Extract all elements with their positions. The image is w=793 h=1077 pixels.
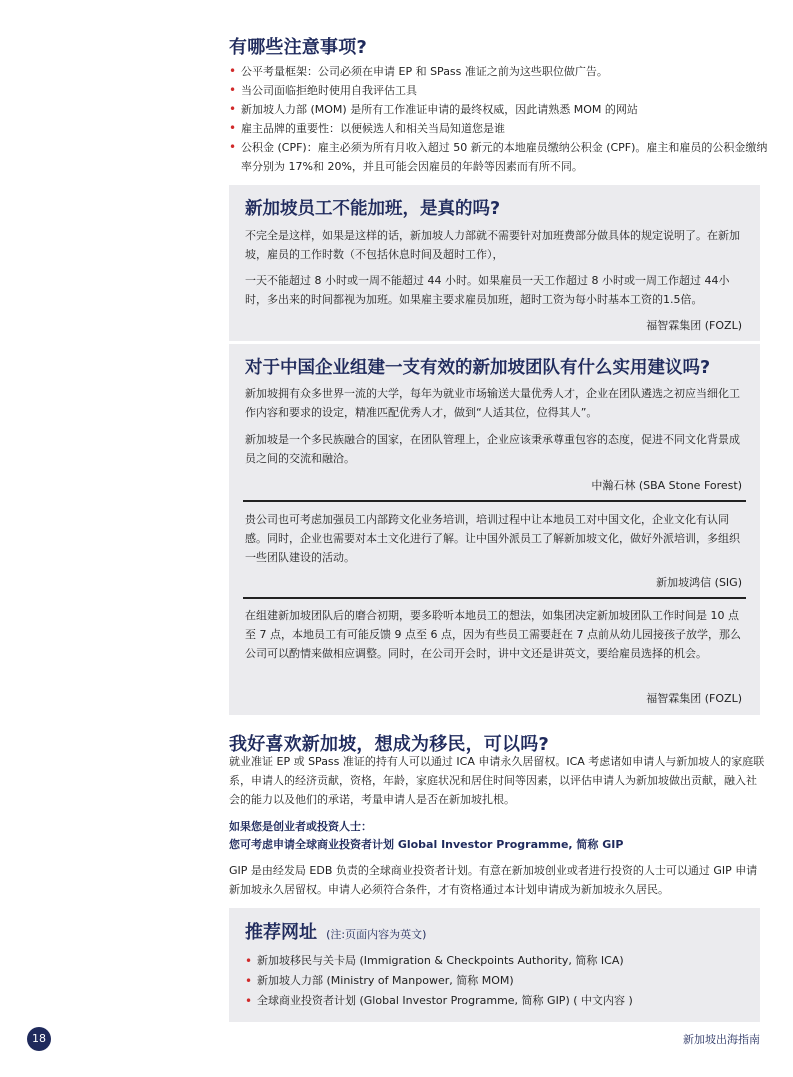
list-item: • 雇主品牌的重要性：以便候选人和相关当局知道您是谁 — [229, 119, 769, 138]
site-link-gip[interactable]: • 全球商业投资者计划 (Global Investor Programme, 简称 GIP) ( 中文内容 ) — [245, 991, 745, 1011]
recommended-sites-note: (注:页面内容为英文) — [326, 928, 427, 941]
divider — [243, 500, 746, 502]
notes-list — [229, 62, 769, 176]
list-item: • 公积金 (CPF)：雇主必须为所有月收入超过 50 新元的本地雇员缴纳公积金 (CPF)。雇主和雇员的公积金缴纳率分别为 17%和 20%，并且可能会因雇员的年龄等因素而有所不同。 — [229, 138, 769, 176]
source-label: 福智霖集团 (FOZL) — [646, 319, 742, 332]
team-box — [229, 344, 760, 715]
recommended-sites-box — [229, 908, 760, 1022]
recommended-sites-list — [245, 951, 745, 1011]
investor-heading-line-1: 如果您是创业者或投资人士： — [229, 820, 372, 833]
guide-title: 新加坡出海指南 — [683, 1033, 760, 1046]
team-title: 对于中国企业组建一支有效的新加坡团队有什么实用建议吗? — [245, 358, 711, 378]
investor-heading-line-2: 您可考虑申请全球商业投资者计划 Global Investor Programme, 简称 GIP — [229, 838, 624, 851]
source-label: 新加坡鸿信 (SIG) — [656, 576, 742, 589]
team-answer-2-paragraph: 贵公司也可考虑加强员工内部跨文化业务培训，培训过程中让本地员工对中国文化，企业文化有认同感。同时，企业也需要对本土文化进行了解。让中国外派员工了解新加坡文化，做好外派培训，多组织一些团队建设的活动。 — [245, 513, 740, 564]
section-title-notes: 有哪些注意事项? — [229, 37, 368, 58]
source-label: 福智霖集团 (FOZL) — [646, 692, 742, 705]
overtime-title: 新加坡员工不能加班，是真的吗? — [245, 199, 501, 219]
list-item: • 公平考量框架：公司必须在申请 EP 和 SPass 准证之前为这些职位做广告。 — [229, 62, 769, 81]
overtime-paragraph-1: 不完全是这样，如果是这样的话，新加坡人力部就不需要针对加班费部分做具体的规定说明了。在新加坡，雇员的工作时数（不包括休息时间及超时工作）， — [245, 229, 740, 261]
list-item: • 当公司面临拒绝时使用自我评估工具 — [229, 81, 769, 100]
overtime-paragraph-2: 一天不能超过 8 小时或一周不能超过 44 小时。如果雇员一天工作超过 8 小时或一周工作超过 44小时，多出来的时间都视为加班。如果雇主要求雇员加班，超时工资为每小时基本工资的1.5倍。 — [245, 274, 730, 306]
immigration-paragraph: 就业准证 EP 或 SPass 准证的持有人可以通过 ICA 申请永久居留权。ICA 考虑诸如申请人与新加坡人的家庭联系，申请人的经济贡献，资格，年龄，家庭状况和居住时间等因素，以评估申请人为新加坡做出贡献，融入社会的能力以及他们的承诺，考量申请人是否在新加坡扎根。 — [229, 755, 765, 806]
overtime-box — [229, 185, 760, 341]
team-answer-1-paragraph-1: 新加坡拥有众多世界一流的大学，每年为就业市场输送大量优秀人才，企业在团队遴选之初应当细化工作内容和要求的设定，精准匹配优秀人才，做到“人适其位，位得其人”。 — [245, 387, 740, 419]
team-answer-3-paragraph: 在组建新加坡团队后的磨合初期，要多聆听本地员工的想法，如集团决定新加坡团队工作时间是 10 点至 7 点，本地员工有可能反馈 9 点至 6 点，因为有些员工需要赶在 7 点前从幼儿园接孩子放学，那么公司可以酌情来做相应调整。同时，在公司开会时，讲中文还是讲英文，要给雇员选择的机会。 — [245, 609, 741, 660]
recommended-sites-header — [245, 918, 426, 944]
page-number: 18 — [27, 1027, 51, 1051]
recommended-sites-title: 推荐网址 — [245, 922, 317, 943]
team-answer-1-paragraph-2: 新加坡是一个多民族融合的国家，在团队管理上，企业应该秉承尊重包容的态度，促进不同文化背景成员之间的交流和融洽。 — [245, 433, 740, 465]
section-title-immigration: 我好喜欢新加坡，想成为移民，可以吗? — [229, 734, 550, 755]
site-link-mom[interactable]: • 新加坡人力部 (Ministry of Manpower, 简称 MOM) — [245, 971, 745, 991]
site-link-ica[interactable]: • 新加坡移民与关卡局 (Immigration & Checkpoints Authority, 简称 ICA) — [245, 951, 745, 971]
divider — [243, 597, 746, 599]
source-label: 中瀚石林 (SBA Stone Forest) — [591, 479, 742, 492]
list-item: • 新加坡人力部 (MOM) 是所有工作准证申请的最终权威，因此请熟悉 MOM 的网站 — [229, 100, 769, 119]
gip-paragraph: GIP 是由经发局 EDB 负责的全球商业投资者计划。有意在新加坡创业或者进行投资的人士可以通过 GIP 申请新加坡永久居留权。申请人必须符合条件，才有资格通过本计划申请成为新加坡永久居民。 — [229, 864, 758, 896]
